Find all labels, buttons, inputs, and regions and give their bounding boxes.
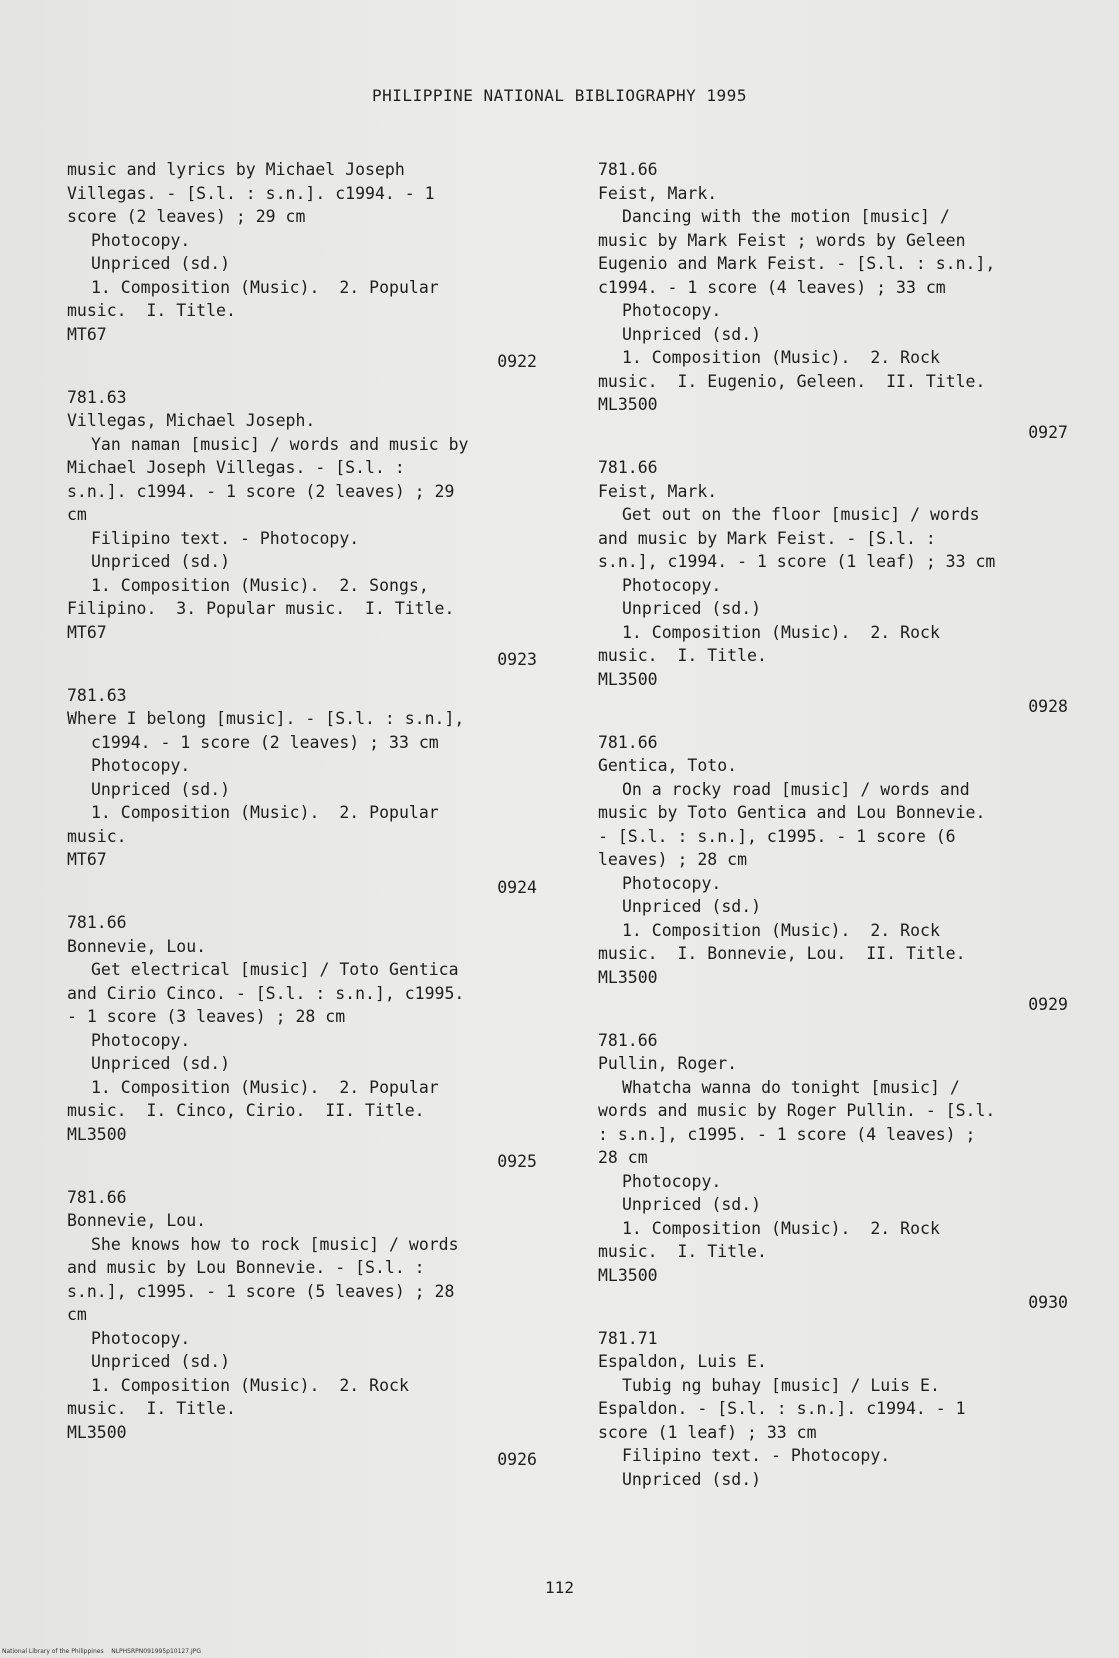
entry-line: s.n.], c1995. - 1 score (5 leaves) ; 28 (67, 1281, 455, 1301)
entry-line: She knows how to rock [music] / words (91, 1234, 459, 1254)
entry-line: Villegas, Michael Joseph. (67, 411, 316, 430)
entry-line: Photocopy. (622, 873, 722, 893)
entry-line: Where I belong [music]. - [S.l. : s.n.], (67, 709, 465, 728)
entry-number: 0929 (1028, 995, 1068, 1014)
entry-line: cm (67, 505, 87, 524)
entry-number: 0923 (497, 650, 537, 669)
entry-line: 1. Composition (Music). 2. Songs, (91, 575, 429, 595)
entry-line: 1. Composition (Music). 2. Popular (91, 277, 439, 297)
entry-line: music and lyrics by Michael Joseph (67, 160, 405, 179)
entry-line: Filipino. 3. Popular music. I. Title. (67, 599, 455, 618)
entry-line: Unpriced (sd.) (622, 1469, 762, 1489)
entry-line: Bonnevie, Lou. (67, 936, 207, 956)
entry-line: and music by Mark Feist. - [S.l. : (598, 528, 936, 548)
entry-line: Unpriced (sd.) (91, 779, 231, 799)
entry-line: 1. Composition (Music). 2. Popular (91, 1077, 439, 1097)
entry-line: Photocopy. (622, 1171, 722, 1191)
entry-line: Photocopy. (622, 575, 722, 595)
bibliography-entry (598, 1029, 1068, 1315)
bibliography-entry (598, 1327, 1068, 1492)
entry-line: 28 cm (598, 1148, 648, 1167)
bibliography-entry (67, 911, 537, 1174)
entry-line: c1994. - 1 score (4 leaves) ; 33 cm (598, 277, 946, 297)
entry-line: Yan naman [music] / words and music by (91, 434, 469, 454)
entry-line: Espaldon, Luis E. (598, 1352, 767, 1371)
entry-line: MT67 (67, 324, 107, 344)
entry-line: ML3500 (67, 1124, 127, 1144)
entry-line: Bonnevie, Lou. (67, 1211, 207, 1230)
entry-line: Feist, Mark. (598, 481, 718, 501)
entry-line: Michael Joseph Villegas. - [S.l. : (67, 458, 405, 477)
entry-line: c1994. - 1 score (2 leaves) ; 33 cm (91, 732, 439, 752)
entry-line: Unpriced (sd.) (622, 897, 762, 916)
entry-line: Feist, Mark. (598, 183, 718, 203)
entry-line: music. I. Cinco, Cirio. II. Title. (67, 1101, 425, 1120)
entry-line: Whatcha wanna do tonight [music] / (622, 1077, 960, 1097)
entry-line: ML3500 (598, 669, 658, 689)
bibliography-entry (598, 731, 1068, 1017)
entry-line: leaves) ; 28 cm (598, 850, 748, 869)
entry-line: Espaldon. - [S.l. : s.n.]. c1994. - 1 (598, 1399, 966, 1418)
entry-line: ML3500 (598, 395, 658, 414)
entry-line: Filipino text. - Photocopy. (91, 528, 360, 548)
page-header: PHILIPPINE NATIONAL BIBLIOGRAPHY 1995 (372, 86, 747, 105)
left-column (67, 158, 537, 1484)
entry-number: 0925 (497, 1152, 537, 1171)
entry-line: 781.63 (67, 685, 127, 705)
entry-line: Unpriced (sd.) (91, 1352, 231, 1371)
entry-line: On a rocky road [music] / words and (622, 779, 970, 799)
entry-line: ML3500 (67, 1422, 127, 1442)
entry-line: ML3500 (598, 1265, 658, 1285)
entry-line: Get electrical [music] / Toto Gentica (91, 960, 459, 979)
entry-line: Unpriced (sd.) (622, 599, 762, 618)
entry-line: MT67 (67, 850, 107, 869)
entry-line: cm (67, 1305, 87, 1324)
entry-line: Eugenio and Mark Feist. - [S.l. : s.n.], (598, 254, 996, 273)
entry-line: s.n.], c1994. - 1 score (1 leaf) ; 33 cm (598, 552, 996, 571)
entry-line: score (2 leaves) ; 29 cm (67, 207, 306, 226)
entry-line: Villegas. - [S.l. : s.n.]. c1994. - 1 (67, 183, 435, 203)
entry-number: 0928 (1028, 697, 1068, 716)
entry-line: music. I. Title. (67, 301, 236, 320)
entry-number: 0926 (497, 1450, 537, 1469)
entry-line: Photocopy. (91, 1030, 191, 1050)
entry-line: Get out on the floor [music] / words (622, 505, 980, 524)
entry-line: 1. Composition (Music). 2. Popular (91, 803, 439, 822)
bibliography-entry (67, 158, 537, 374)
right-column (598, 158, 1068, 1503)
entry-number: 0924 (497, 877, 537, 897)
bibliography-entry (598, 158, 1068, 444)
entry-line: music. (67, 826, 127, 846)
entry-line: 781.66 (67, 1187, 127, 1207)
entry-line: music. I. Eugenio, Geleen. II. Title. (598, 371, 986, 391)
bibliography-entry (67, 1186, 537, 1472)
entry-line: music. I. Title. (598, 1242, 767, 1261)
entry-line: and Cirio Cinco. - [S.l. : s.n.], c1995. (67, 983, 465, 1003)
scan-footer (2, 1648, 201, 1655)
entry-line: 1. Composition (Music). 2. Rock (622, 622, 940, 642)
entry-line: 1. Composition (Music). 2. Rock (622, 920, 940, 940)
entry-line: Photocopy. (91, 230, 191, 250)
entry-line: 781.66 (598, 1030, 658, 1050)
entry-line: - 1 score (3 leaves) ; 28 cm (67, 1007, 346, 1026)
footer-library: National Library of the Philippines (2, 1648, 104, 1655)
entry-line: : s.n.], c1995. - 1 score (4 leaves) ; (598, 1124, 976, 1144)
entry-line: Dancing with the motion [music] / (622, 207, 950, 226)
entry-line: - [S.l. : s.n.], c1995. - 1 score (6 (598, 826, 956, 846)
bibliography-entry (67, 684, 537, 900)
entry-line: Filipino text. - Photocopy. (622, 1446, 891, 1465)
entry-line: Tubig ng buhay [music] / Luis E. (622, 1375, 940, 1395)
entry-line: Unpriced (sd.) (91, 552, 231, 571)
entry-line: Unpriced (sd.) (91, 1054, 231, 1073)
entry-line: 781.66 (598, 160, 658, 179)
entry-line: 781.66 (598, 732, 658, 752)
bibliography-entry (598, 456, 1068, 719)
entry-line: 781.63 (67, 387, 127, 407)
entry-line: 781.66 (598, 458, 658, 477)
entry-line: words and music by Roger Pullin. - [S.l. (598, 1101, 996, 1120)
entry-number: 0922 (497, 352, 537, 371)
entry-number: 0927 (1028, 422, 1068, 442)
entry-line: Unpriced (sd.) (91, 254, 231, 273)
entry-line: Pullin, Roger. (598, 1054, 738, 1073)
entry-line: 1. Composition (Music). 2. Rock (622, 348, 940, 367)
entry-line: MT67 (67, 622, 107, 642)
entry-line: music. I. Title. (67, 1399, 236, 1418)
entry-line: and music by Lou Bonnevie. - [S.l. : (67, 1258, 425, 1277)
entry-line: score (1 leaf) ; 33 cm (598, 1422, 817, 1442)
entry-line: Photocopy. (91, 756, 191, 775)
entry-line: music. I. Title. (598, 646, 767, 665)
footer-file: NLPHSRPN091995p10127.JPG (111, 1648, 202, 1655)
entry-line: 1. Composition (Music). 2. Rock (91, 1375, 409, 1395)
entry-line: ML3500 (598, 967, 658, 987)
entry-line: music. I. Bonnevie, Lou. II. Title. (598, 944, 966, 963)
page-number: 112 (545, 1578, 574, 1597)
entry-line: Gentica, Toto. (598, 756, 738, 775)
bibliography-entry (67, 386, 537, 672)
entry-line: Unpriced (sd.) (622, 1195, 762, 1214)
entry-line: music by Mark Feist ; words by Geleen (598, 230, 966, 250)
entry-line: 781.66 (67, 913, 127, 932)
entry-line: s.n.]. c1994. - 1 score (2 leaves) ; 29 (67, 481, 455, 501)
entry-line: Unpriced (sd.) (622, 324, 762, 344)
entry-line: Photocopy. (91, 1328, 191, 1348)
entry-line: Photocopy. (622, 301, 722, 320)
entry-number: 0930 (1028, 1293, 1068, 1312)
entry-line: 781.71 (598, 1328, 658, 1348)
entry-line: 1. Composition (Music). 2. Rock (622, 1218, 940, 1238)
entry-line: music by Toto Gentica and Lou Bonnevie. (598, 803, 986, 822)
